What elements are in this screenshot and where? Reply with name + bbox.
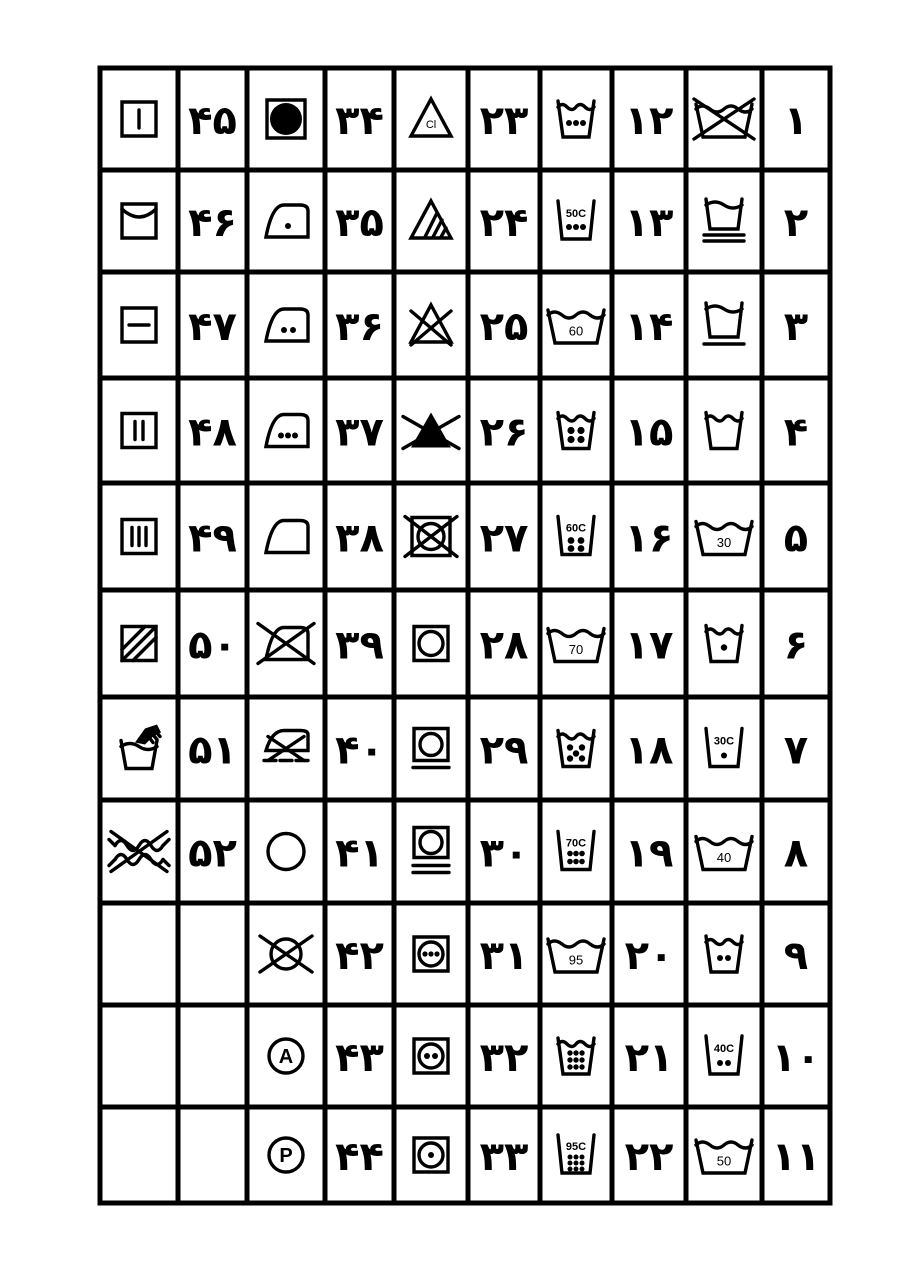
- cell-number: ۱۳: [624, 200, 674, 246]
- cell-number: ۸: [783, 830, 809, 877]
- wash-tub-double-bar-icon: [704, 199, 744, 241]
- cell-number: ۳۰: [479, 830, 529, 877]
- cell-number: ۴۴: [335, 1134, 384, 1180]
- cell-number: ۲۶: [479, 409, 529, 456]
- svg-text:60C: 60C: [565, 522, 587, 535]
- hand-wash-icon: [121, 725, 161, 769]
- tumble-dry-two-dots-icon: [414, 1039, 448, 1073]
- wash-tub-50-icon: [696, 1140, 752, 1173]
- cell-number: ۱۷: [624, 622, 674, 669]
- svg-text:95C: 95C: [565, 1141, 587, 1153]
- cell-number: ۴۳: [335, 1035, 384, 1081]
- dry-clean-a-icon: [269, 1039, 303, 1073]
- cell-number: ۷: [783, 727, 809, 774]
- tumble-dry-icon: [414, 627, 448, 661]
- cell-number: ۳: [783, 304, 809, 350]
- svg-text:40: 40: [716, 850, 732, 865]
- cell-number: ۲۵: [479, 304, 529, 350]
- cell-number: ۵۱: [188, 727, 237, 774]
- wash-tub-one-dot-icon: [706, 626, 742, 662]
- cell-number: ۴۱: [335, 830, 384, 877]
- wash-tub-four-dots-icon: [558, 413, 594, 449]
- cell-number: ۶: [783, 622, 809, 669]
- cell-number: ۲۳: [479, 98, 529, 144]
- wash-tub-three-dots-icon: [558, 101, 594, 137]
- filled-circle-in-square-icon: [267, 100, 305, 138]
- cell-number: ۲۹: [479, 727, 529, 774]
- cell-number: ۳۷: [335, 409, 384, 456]
- cell-number: ۳۳: [479, 1134, 529, 1180]
- cell-number: ۴۶: [188, 200, 237, 246]
- cell-number: ۲۱: [624, 1035, 674, 1081]
- iron-icon: [266, 521, 308, 553]
- svg-text:70C: 70C: [565, 837, 587, 850]
- svg-text:30: 30: [716, 535, 732, 550]
- svg-text:70: 70: [568, 642, 584, 657]
- tumble-dry-bar-icon: [413, 729, 449, 768]
- square-double-bar-icon: [122, 414, 156, 448]
- iron-two-dots-icon: [266, 309, 308, 341]
- svg-text:Cl: Cl: [425, 119, 437, 131]
- cell-number: ۱۴: [624, 304, 674, 350]
- cell-number: ۳۶: [335, 304, 384, 350]
- cell-number: ۱۸: [624, 727, 674, 774]
- dry-clean-icon: [268, 834, 304, 870]
- cell-number: ۳۸: [335, 515, 384, 562]
- svg-text:A: A: [278, 1046, 294, 1068]
- wash-tub-60c-icon: [558, 517, 594, 555]
- cell-number: ۱۹: [624, 830, 674, 877]
- wash-tub-70-icon: [548, 629, 604, 662]
- do-not-steam-icon: [264, 731, 308, 761]
- dry-flat-icon: [122, 308, 156, 342]
- cell-number: ۳۴: [335, 98, 384, 144]
- wash-tub-five-dots-icon: [558, 731, 594, 767]
- svg-text:95: 95: [568, 952, 584, 968]
- line-dry-icon: [122, 204, 156, 238]
- cell-number: ۲۲: [624, 1134, 674, 1180]
- svg-text:30C: 30C: [713, 735, 735, 748]
- cell-number: ۲: [783, 200, 809, 246]
- wash-tub-40-icon: [696, 837, 752, 870]
- do-not-tumble-dry-icon: [405, 517, 457, 557]
- cell-number: ۴۷: [188, 304, 237, 350]
- cell-number: ۲۷: [479, 515, 529, 562]
- square-vertical-bar-icon: [122, 102, 156, 136]
- cell-number: ۵: [783, 515, 809, 562]
- cell-number: ۴۲: [335, 933, 384, 979]
- tumble-dry-one-dot-icon: [414, 1138, 448, 1172]
- cell-number: ۵۰: [188, 622, 237, 669]
- cell-number: ۱۰: [771, 1035, 821, 1081]
- cell-number: ۴۸: [188, 409, 237, 456]
- cell-number: ۱۶: [624, 515, 674, 562]
- wash-tub-icon: [706, 413, 742, 449]
- do-not-iron-icon: [258, 624, 314, 664]
- cell-number: ۲۴: [479, 200, 529, 246]
- cell-number: ۳۵: [335, 200, 384, 246]
- wash-tub-95c-icon: [558, 1135, 594, 1173]
- wash-tub-40c-icon: [706, 1036, 742, 1074]
- cell-number: ۲۸: [479, 622, 529, 669]
- cell-number: ۱: [783, 98, 809, 144]
- svg-text:50: 50: [716, 1153, 732, 1169]
- wash-tub-70c-icon: [558, 832, 594, 870]
- cell-number: ۱۱: [771, 1134, 821, 1180]
- iron-one-dot-icon: [266, 205, 308, 237]
- svg-text:50C: 50C: [565, 208, 587, 220]
- wash-tub-30-icon: [696, 522, 752, 555]
- do-not-wash-icon: [694, 99, 754, 139]
- svg-text:P: P: [279, 1145, 293, 1167]
- cell-number: ۴: [783, 409, 809, 456]
- svg-text:60: 60: [568, 323, 584, 339]
- square-triple-bar-icon: [122, 520, 156, 554]
- wash-tub-two-dots-icon: [706, 936, 742, 972]
- do-not-bleach-icon: [411, 305, 451, 345]
- do-not-bleach-filled-icon: [403, 413, 459, 449]
- do-not-wring-icon: [109, 832, 169, 872]
- cell-number: ۵۲: [188, 830, 237, 877]
- drip-dry-shade-icon: [122, 627, 156, 661]
- wash-tub-50c-icon: [558, 201, 594, 239]
- non-chlorine-bleach-icon: [411, 201, 451, 238]
- wash-tub-six-dots-icon: [558, 1038, 594, 1074]
- cell-number: ۳۱: [479, 933, 529, 979]
- cell-number: ۱۵: [624, 409, 674, 456]
- wash-tub-30c-icon: [706, 729, 742, 767]
- cell-number: ۹: [783, 933, 809, 979]
- cell-number: ۴۵: [188, 98, 237, 144]
- cell-number: ۴۹: [188, 515, 237, 562]
- cell-number: ۲۰: [624, 933, 674, 979]
- iron-three-dots-icon: [266, 415, 308, 447]
- svg-text:40C: 40C: [713, 1043, 735, 1055]
- chlorine-triangle-icon: [411, 99, 451, 136]
- wash-tub-single-bar-icon: [704, 303, 744, 344]
- wash-tub-60-icon: [548, 310, 604, 343]
- cell-number: ۱۲: [624, 98, 674, 144]
- do-not-dry-clean-icon: [260, 936, 312, 972]
- wash-tub-95-icon: [548, 939, 604, 972]
- cell-number: ۳۲: [479, 1035, 529, 1081]
- cell-number: ۳۹: [335, 622, 384, 669]
- tumble-dry-double-bar-icon: [413, 828, 449, 873]
- cell-number: ۴۰: [335, 727, 384, 774]
- dry-clean-p-icon: [269, 1138, 303, 1172]
- tumble-dry-three-dots-icon: [414, 937, 448, 971]
